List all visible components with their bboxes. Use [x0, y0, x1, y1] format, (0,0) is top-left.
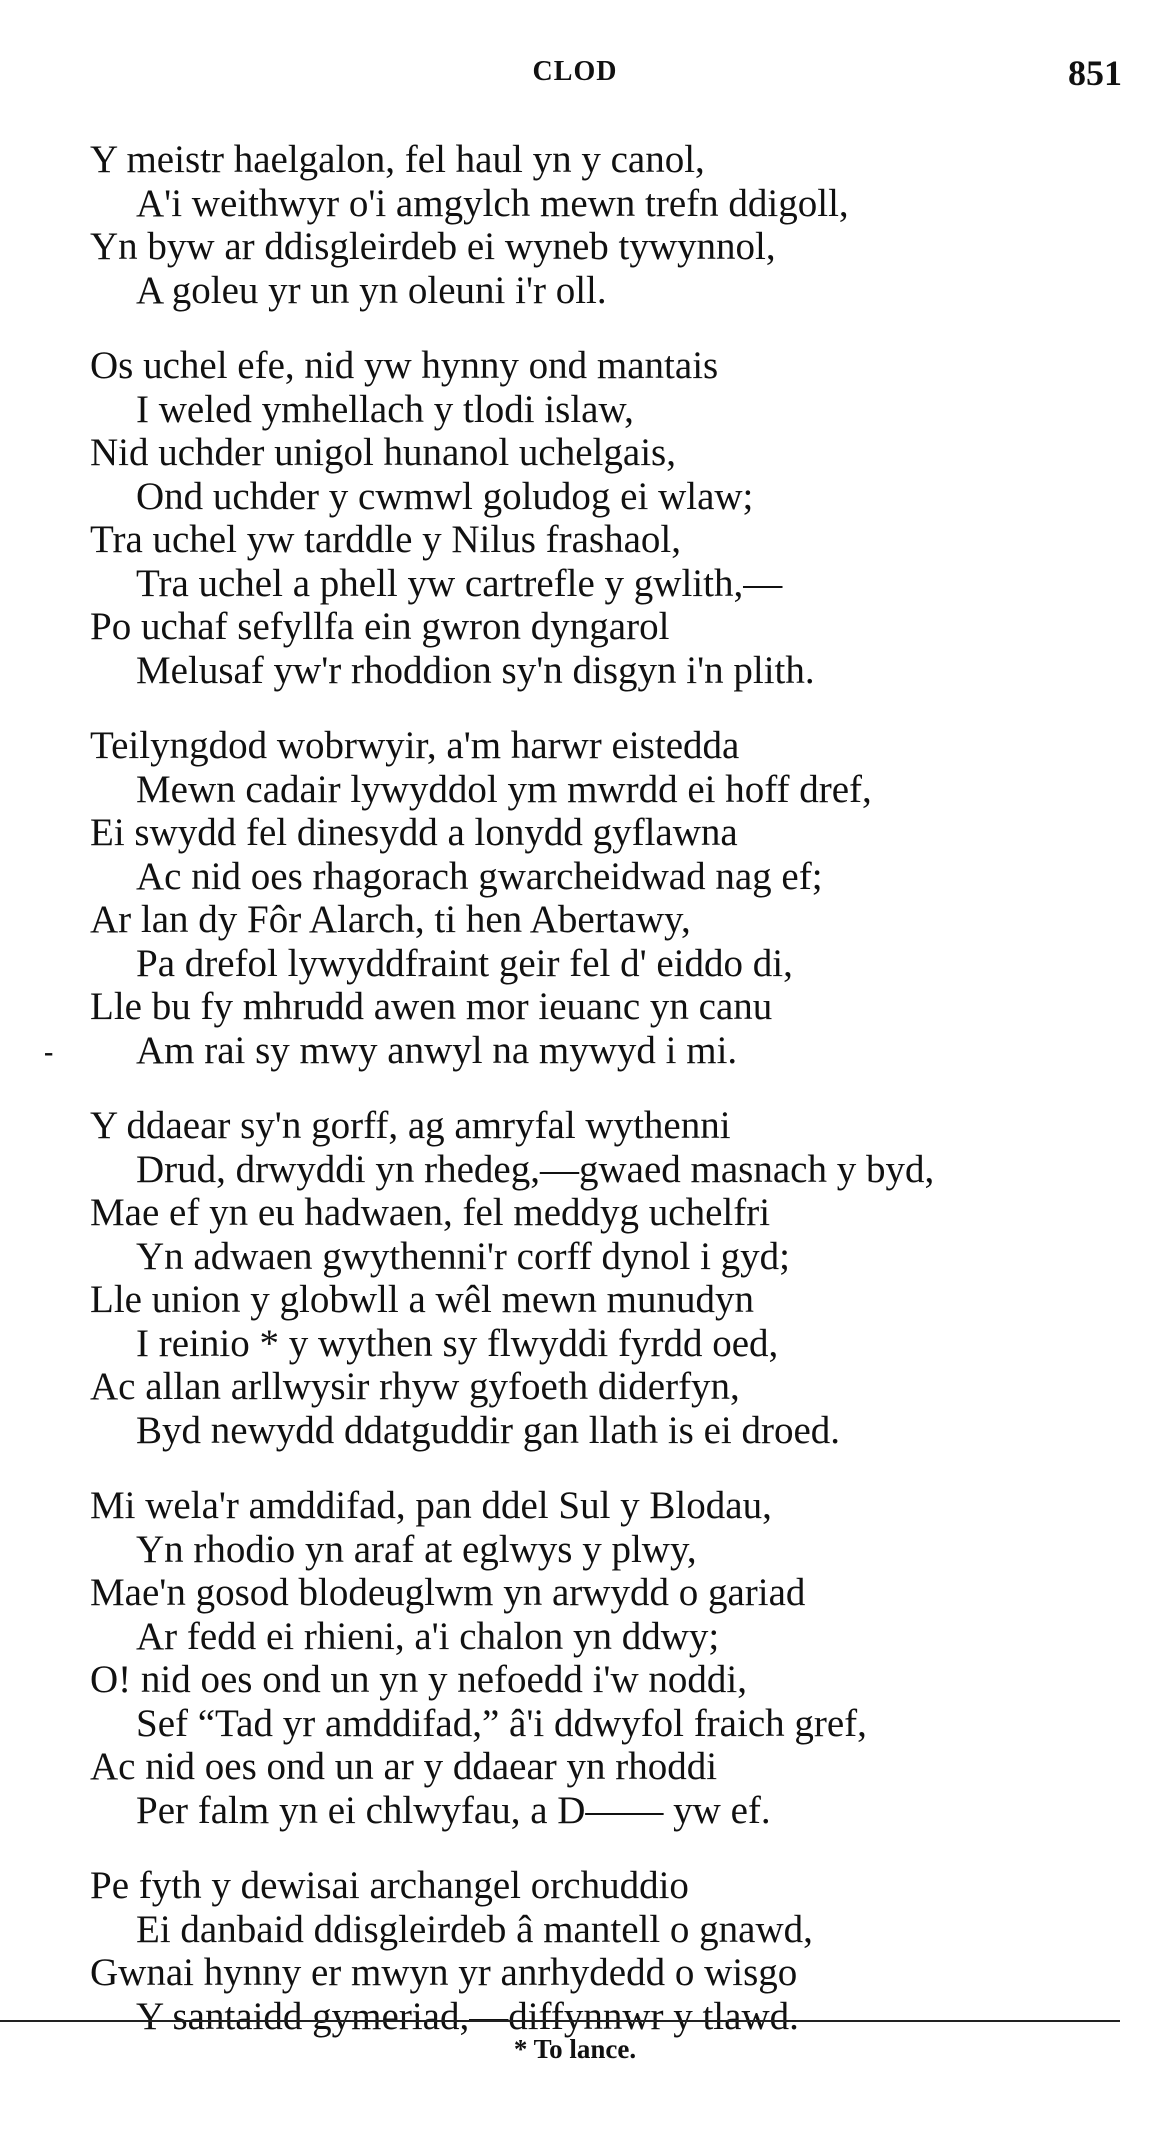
verse-line: Mae'n gosod blodeuglwm yn arwydd o gariad — [90, 1571, 806, 1614]
verse-line: Ac nid oes rhagorach gwarcheidwad nag ef; — [136, 854, 823, 898]
verse-line: Y ddaear sy'n gorff, ag amryfal wythenni — [90, 1104, 731, 1147]
verse-line: A'i weithwyr o'i amgylch mewn trefn ddigoll, — [136, 181, 849, 225]
verse-line: Yn rhodio yn araf at eglwys y plwy, — [136, 1527, 697, 1571]
verse-line: Tra uchel yw tarddle y Nilus frashaol, — [90, 518, 682, 561]
verse-line: Pe fyth y dewisai archangel orchuddio — [90, 1864, 689, 1907]
running-head-title: CLOD — [532, 56, 618, 87]
verse-line: I weled ymhellach y tlodi islaw, — [136, 387, 634, 431]
verse-line: Mae ef yn eu hadwaen, fel meddyg uchelfri — [90, 1191, 771, 1234]
verse-line: Os uchel efe, nid yw hynny ond mantais — [90, 344, 719, 387]
verse-line: Mewn cadair lywyddol ym mwrdd ei hoff dref, — [136, 767, 872, 811]
verse-line: Tra uchel a phell yw cartrefle y gwlith,— — [136, 561, 783, 605]
verse-line: I reinio * y wythen sy flwyddi fyrdd oed, — [136, 1321, 779, 1365]
verse-line: Ei swydd fel dinesydd a lonydd gyflawna — [90, 811, 738, 854]
verse-line: Gwnai hynny er mwyn yr anrhydedd o wisgo — [90, 1951, 798, 1994]
verse-line: Y meistr haelgalon, fel haul yn y canol, — [90, 138, 705, 181]
footnote-divider — [0, 2020, 1120, 2022]
verse-line: Lle union y globwll a wêl mewn munudyn — [90, 1278, 754, 1321]
verse-line: Lle bu fy mhrudd awen mor ieuanc yn canu — [90, 985, 773, 1028]
verse-line: Drud, drwyddi yn rhedeg,—gwaed masnach y byd, — [136, 1147, 935, 1191]
stanza-2 — [90, 344, 1130, 692]
stanza-3 — [90, 724, 1130, 1072]
verse-line: Mi wela'r amddifad, pan ddel Sul y Blodau, — [90, 1484, 772, 1527]
verse-line: Ond uchder y cwmwl goludog ei wlaw; — [136, 474, 754, 518]
verse-line: Po uchaf sefyllfa ein gwron dyngarol — [90, 605, 670, 648]
verse-line: Per falm yn ei chlwyfau, a D—— yw ef. — [136, 1788, 771, 1832]
stanza-4 — [90, 1104, 1130, 1452]
verse-line: Y santaidd gymeriad,—diffynnwr y tlawd. — [136, 1994, 799, 2038]
verse-line: Ei danbaid ddisgleirdeb â mantell o gnawd, — [136, 1907, 813, 1951]
verse-line: Ac allan arllwysir rhyw gyfoeth diderfyn, — [90, 1365, 740, 1408]
verse-line: O! nid oes ond un yn y nefoedd i'w noddi, — [90, 1658, 747, 1701]
stanza-6 — [90, 1864, 1130, 2038]
verse-line: Ar fedd ei rhieni, a'i chalon yn ddwy; — [136, 1614, 720, 1658]
verse-line: Ar lan dy Fôr Alarch, ti hen Abertawy, — [90, 898, 691, 941]
verse-line: Pa drefol lywyddfraint geir fel d' eiddo di, — [136, 941, 793, 985]
verse-line: Nid uchder unigol hunanol uchelgais, — [90, 431, 676, 474]
footnote: * To lance. — [513, 2034, 637, 2064]
verse-line: Am rai sy mwy anwyl na mywyd i mi. — [136, 1028, 738, 1072]
stanza-1 — [90, 138, 1130, 312]
verse-line: Teilyngdod wobrwyir, a'm harwr eistedda — [90, 724, 740, 767]
verse-line: Ac nid oes ond un ar y ddaear yn rhoddi — [90, 1745, 718, 1788]
verse-line: Yn byw ar ddisgleirdeb ei wyneb tywynnol, — [90, 225, 776, 268]
verse-line: Byd newydd ddatguddir gan llath is ei droed. — [136, 1408, 841, 1452]
page-number: 851 — [1068, 53, 1122, 93]
verse-line: Yn adwaen gwythenni'r corff dynol i gyd; — [136, 1234, 790, 1278]
verse-line: Sef “Tad yr amddifad,” â'i ddwyfol fraich gref, — [136, 1701, 867, 1745]
verse-line: A goleu yr un yn oleuni i'r oll. — [136, 268, 607, 312]
verse-line: Melusaf yw'r rhoddion sy'n disgyn i'n plith. — [136, 648, 815, 692]
stray-margin-mark: - — [44, 1037, 54, 1068]
stanza-5 — [90, 1484, 1130, 1832]
poem-body — [90, 138, 1130, 2070]
